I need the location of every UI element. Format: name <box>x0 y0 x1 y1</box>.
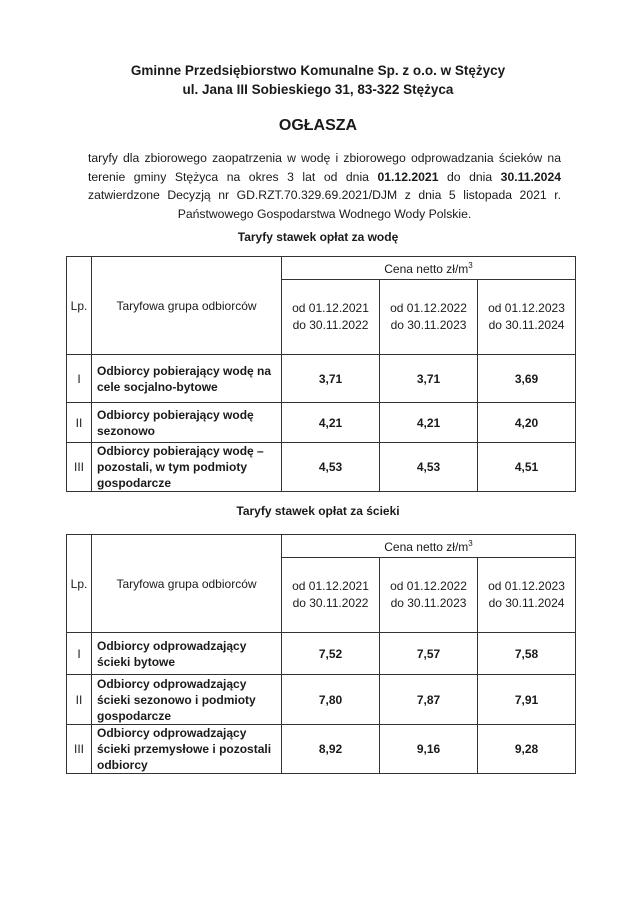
water-tariff-table <box>66 256 576 492</box>
row-lp: III <box>67 443 92 492</box>
row-value: 7,58 <box>478 633 576 675</box>
lp-header: Lp. <box>67 257 92 355</box>
period-3: od 01.12.2023 do 30.11.2024 <box>478 280 576 355</box>
row-value: 4,53 <box>380 443 478 492</box>
row-value: 3,71 <box>380 355 478 403</box>
row-group: Odbiorcy odprowadzający ścieki sezonowo i podmioty gospodarcze <box>92 675 282 725</box>
sewage-table-title: Taryfy stawek opłat za ścieki <box>236 504 400 518</box>
row-lp: I <box>67 355 92 403</box>
intro-date-from: 01.12.2021 <box>377 169 439 184</box>
row-value: 7,52 <box>282 633 380 675</box>
period-3: od 01.12.2023 do 30.11.2024 <box>478 558 576 633</box>
price-header: Cena netto $zł/m^3$ <box>282 535 576 558</box>
row-value: 4,21 <box>282 403 380 443</box>
table-row <box>67 633 576 675</box>
table-row <box>67 443 576 492</box>
row-lp: II <box>67 403 92 443</box>
row-value: 9,16 <box>380 725 478 774</box>
water-table-title: Taryfy stawek opłat za wodę <box>237 230 399 244</box>
period-1: od 01.12.2021 do 30.11.2022 <box>282 280 380 355</box>
intro-text-1: taryfy dla zbiorowego zaopatrzenia w wodę i zbiorowego odprowadzania ścieków na terenie gminy Stężyca na okres 3 lat od dnia <box>88 151 561 184</box>
row-group: Odbiorcy pobierający wodę sezonowo <box>92 403 282 443</box>
company-address: ul. Jana III Sobieskiego 31, 83-322 Stężyca <box>182 82 454 97</box>
row-lp: I <box>67 633 92 675</box>
row-value: 3,71 <box>282 355 380 403</box>
intro-text-2: do dnia <box>438 169 501 184</box>
table-row <box>67 675 576 725</box>
table-row <box>67 355 576 403</box>
row-value: 8,92 <box>282 725 380 774</box>
header-row <box>67 257 576 280</box>
price-header: Cena netto $zł/m^3$ <box>282 257 576 280</box>
row-value: 9,28 <box>478 725 576 774</box>
intro-date-to: 30.11.2024 <box>500 169 561 184</box>
table-row <box>67 403 576 443</box>
row-group: Odbiorcy odprowadzający ścieki przemysłowe i pozostali odbiorcy <box>92 725 282 774</box>
period-2: od 01.12.2022 do 30.11.2023 <box>380 280 478 355</box>
row-value: 4,53 <box>282 443 380 492</box>
row-value: 7,91 <box>478 675 576 725</box>
row-value: 7,87 <box>380 675 478 725</box>
row-group: Odbiorcy pobierający wodę na cele socjalno-bytowe <box>92 355 282 403</box>
header-row <box>67 535 576 558</box>
group-header: Taryfowa grupa odbiorców <box>92 257 282 355</box>
row-value: 4,51 <box>478 443 576 492</box>
company-name: Gminne Przedsiębiorstwo Komunalne Sp. z o.o. w Stężycy <box>130 63 506 78</box>
table-row <box>67 725 576 774</box>
period-2: od 01.12.2022 do 30.11.2023 <box>380 558 478 633</box>
announcement-heading: OGŁASZA <box>278 117 358 134</box>
sewage-tariff-table <box>66 534 576 774</box>
row-value: 4,20 <box>478 403 576 443</box>
row-value: 4,21 <box>380 403 478 443</box>
intro-paragraph <box>88 149 561 223</box>
row-lp: II <box>67 675 92 725</box>
row-lp: III <box>67 725 92 774</box>
row-value: 7,57 <box>380 633 478 675</box>
row-value: 3,69 <box>478 355 576 403</box>
row-group: Odbiorcy pobierający wodę – pozostali, w tym podmioty gospodarcze <box>92 443 282 492</box>
row-value: 7,80 <box>282 675 380 725</box>
group-header: Taryfowa grupa odbiorców <box>92 535 282 633</box>
lp-header: Lp. <box>67 535 92 633</box>
period-1: od 01.12.2021 do 30.11.2022 <box>282 558 380 633</box>
intro-text-3: zatwierdzone Decyzją nr GD.RZT.70.329.69.2021/DJM z dnia 5 listopada 2021 r. Państwowego Gospodarstwa Wodnego Wody Polskie. <box>88 188 561 221</box>
row-group: Odbiorcy odprowadzający ścieki bytowe <box>92 633 282 675</box>
